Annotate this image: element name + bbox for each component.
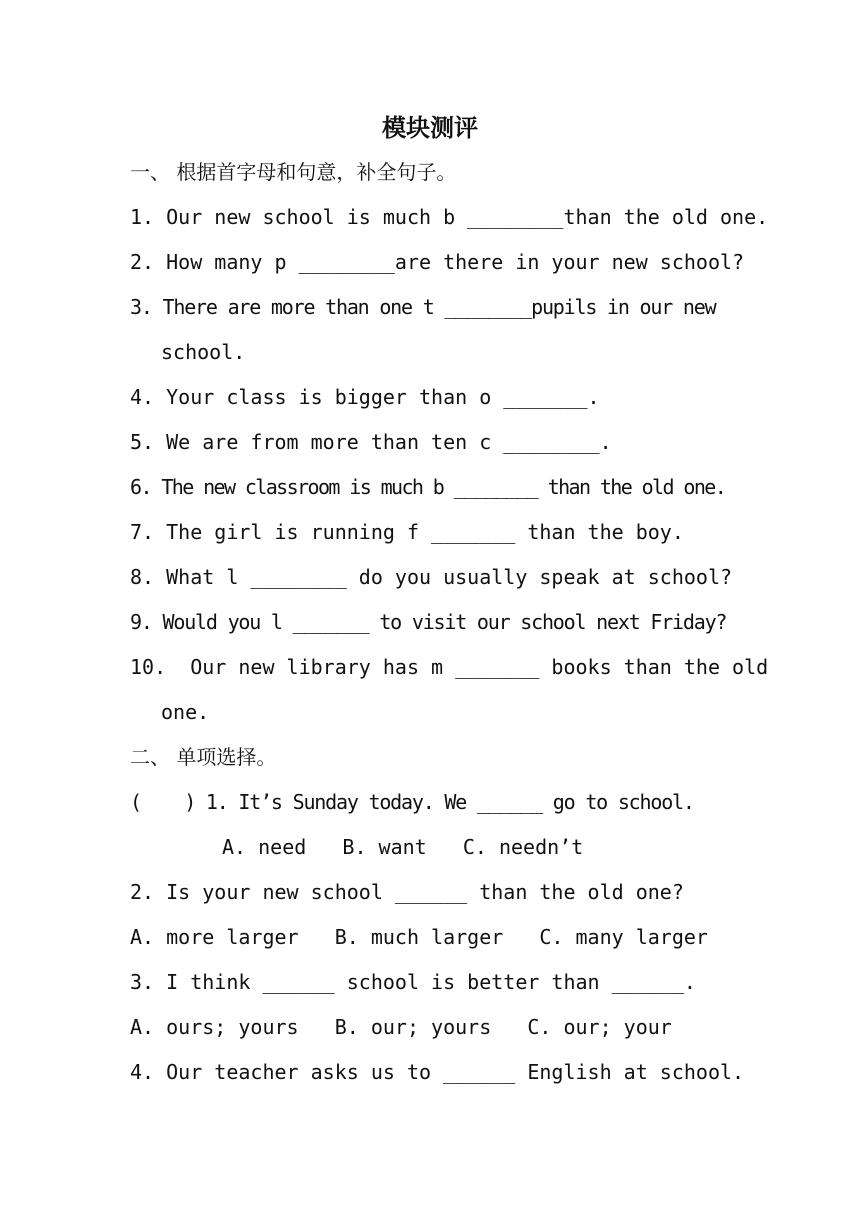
question-2-3-options: A. ours; yours B. our; yours C. our; your xyxy=(130,1015,672,1039)
question-2-2-options: A. more larger B. much larger C. many larger xyxy=(130,925,708,949)
page-title: 模块测评 xyxy=(382,113,478,142)
question-2-1-options: A. need B. want C. needn’t xyxy=(222,835,584,859)
question-1-3-continued: school. xyxy=(161,340,246,364)
question-1-5: 5. We are from more than ten c ________. xyxy=(130,430,612,454)
question-2-1: ( ) 1. It’s Sunday today. We ______ go to school. xyxy=(130,790,694,814)
question-1-10: 10. Our new library has m _______ books than the old xyxy=(130,655,769,679)
question-1-9: 9. Would you l _______ to visit our school next Friday? xyxy=(130,610,727,634)
question-1-4: 4. Your class is bigger than o _______. xyxy=(130,385,600,409)
question-1-7: 7. The girl is running f _______ than the boy. xyxy=(130,520,684,544)
question-1-3: 3. There are more than one t ________pupils in our new xyxy=(130,295,716,319)
question-1-8: 8. What l ________ do you usually speak at school? xyxy=(130,565,733,589)
section-2-heading: 二、 单项选择。 xyxy=(130,745,277,769)
question-2-2: 2. Is your new school ______ than the old one? xyxy=(130,880,684,904)
question-2-4: 4. Our teacher asks us to ______ English at school. xyxy=(130,1060,745,1084)
question-1-10-continued: one. xyxy=(161,700,210,724)
question-1-2: 2. How many p ________are there in your new school? xyxy=(130,250,745,274)
section-1-heading: 一、 根据首字母和句意，补全句子。 xyxy=(130,160,457,184)
question-1-1: 1. Our new school is much b ________than the old one. xyxy=(130,205,769,229)
question-2-3: 3. I think ______ school is better than ______. xyxy=(130,970,696,994)
question-1-6: 6. The new classroom is much b ________ than the old one. xyxy=(130,475,726,499)
